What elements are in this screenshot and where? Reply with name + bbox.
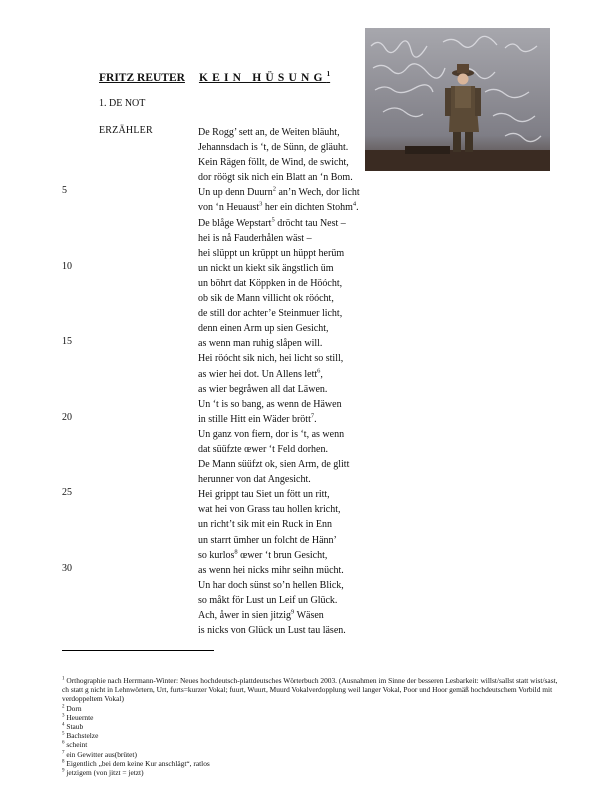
footnote-divider <box>62 650 214 651</box>
poem-line <box>198 246 360 261</box>
footnote <box>62 731 562 740</box>
poem-line <box>198 336 360 351</box>
poem-line <box>198 502 360 517</box>
poem-text-segment: de still dor achter’e Steinmuer licht, <box>198 308 343 320</box>
poem-text-segment: an’n Wech, dor licht <box>275 187 360 199</box>
footnote <box>62 713 562 722</box>
footnote-text: ein Gewitter aus(brütet) <box>64 749 137 759</box>
poem-line <box>198 125 360 140</box>
poem-text-segment: De Rogg’ sett an, de Weiten bläuht, <box>198 127 340 138</box>
footnote-text: jetzigem (von jitzt = jetzt) <box>64 768 144 778</box>
poem-text-segment: as wenn man ruhig slåpen will. <box>198 338 323 350</box>
poem-text-segment: Wäsen <box>294 610 324 621</box>
poem-text-segment: as wier begråwen all dat Läwen. <box>198 383 328 395</box>
footnote-mark: 1 <box>62 676 65 682</box>
poem-text-segment: œwer ‘t brun Gesicht, <box>237 549 328 561</box>
poem-line <box>198 487 360 502</box>
poem-text-segment: hei slüppt un krüppt un hüppt herüm <box>198 247 345 259</box>
poem-text-segment: dor röögt sik nich ein Blatt an ‘n Bom. <box>198 172 353 184</box>
poem-text-segment: Un ganz von fiern, dor is ‘t, as wenn <box>198 428 345 440</box>
poem-text-segment: denn einen Arm up sien Gesicht, <box>198 323 329 335</box>
poem-text-segment: von ‘n Heuaust <box>198 202 260 214</box>
stage-photo-actor-icon <box>365 28 550 171</box>
poem-text-segment: wat hei von Grass tau hollen kricht, <box>198 504 341 516</box>
poem-text-segment: Un up denn Duurn <box>198 187 273 199</box>
footnote-text: Dorn <box>64 703 82 713</box>
line-number: 30 <box>62 562 72 574</box>
poem-text-segment: her ein dichten Stohm <box>262 202 353 214</box>
poem-line <box>198 170 360 185</box>
poem-text-segment: herunner von dat Angesicht. <box>198 474 311 486</box>
line-number: 10 <box>62 260 72 272</box>
poem-text-segment: De blåge Wepstart <box>198 217 272 229</box>
footnote-text: scheint <box>64 740 88 750</box>
poem-line <box>198 397 360 412</box>
page-title <box>99 70 330 84</box>
poem-line <box>198 367 360 382</box>
poem-text-segment: as wier hei dot. Un Allens lett <box>198 368 318 380</box>
poem-line <box>198 291 360 306</box>
footnote-text: Staub <box>64 722 84 732</box>
footnote-mark: 7 <box>62 750 65 756</box>
footnote-mark: 8 <box>62 759 65 765</box>
poem-text-segment: un nickt un kiekt sik ängstlich üm <box>198 262 334 274</box>
section-title: 1. DE NOT <box>99 98 146 109</box>
poem-line <box>198 351 360 366</box>
footnote-ref: 3 <box>259 201 263 209</box>
poem-line <box>198 457 360 472</box>
footnote-text: Eigentlich „bei dem keine Kur anschlägt“, ratlos <box>64 758 210 768</box>
poem-text-segment: De Mann süüfzt ok, sien Arm, de glitt <box>198 459 350 471</box>
line-number: 5 <box>62 185 67 197</box>
footnote-ref: 5 <box>271 216 275 224</box>
poem-text-segment: ob sik de Mann villicht ok röócht, <box>198 293 334 305</box>
footnote-text: Orthographie nach Herrmann-Winter: Neues hochdeutsch-plattdeutsches Wörterbuch 2003. (Ausnahmen im Sinne der besseren Lesbarkeit: willst/sallst statt wist/sast, ch statt g nicht in Lehnwörtern, Urt, furts=kurzer Vokal; fuurt, Wuurt, Muurd Vokalverdopplung weil langer Vokal, Poor und Hoor gemäß hochdeutschem Vorbild mit verdoppeltem Vokal) <box>62 676 558 704</box>
poem-line <box>198 216 360 231</box>
poem-line <box>198 563 360 578</box>
poem-text-segment: , <box>320 368 323 380</box>
poem-line <box>198 427 360 442</box>
poem-text-segment: Ach, åwer in sien jitzig <box>198 610 292 621</box>
poem-line <box>198 306 360 321</box>
poem-text <box>198 125 360 638</box>
poem-text-segment: in stille Hitt ein Wäder brött <box>198 413 311 425</box>
poem-line <box>198 412 360 427</box>
speaker-label: ERZÄHLER <box>99 125 153 136</box>
footnote-mark: 6 <box>62 740 65 746</box>
footnote-ref: 6 <box>317 367 321 375</box>
poem-text-segment: Un har doch sünst so’n hellen Blick, <box>198 579 344 591</box>
poem-text-segment: dat süüfzte œwer ‘t Feld dorhen. <box>198 443 328 455</box>
poem-line <box>198 623 360 638</box>
footnote-mark: 9 <box>62 768 65 774</box>
footnote <box>62 759 562 768</box>
poem-line <box>198 185 360 200</box>
poem-text-segment: Hei röócht sik nich, hei licht so still, <box>198 353 344 365</box>
poem-line <box>198 442 360 457</box>
poem-text-segment: Un ‘t is so bang, as wenn de Häwen <box>198 398 342 410</box>
poem-line <box>198 140 360 155</box>
poem-text-segment: un böhrt dat Köppken in de Höócht, <box>198 277 343 289</box>
poem-line <box>198 548 360 563</box>
footnote-ref: 4 <box>352 201 357 209</box>
poem-text-segment: is nicks von Glück un Lust tau läsen. <box>198 625 346 637</box>
poem-line <box>198 578 360 593</box>
poem-line <box>198 261 360 276</box>
footnote <box>62 722 562 731</box>
poem-text-segment: hei is nå Fauderhålen wäst – <box>198 232 312 244</box>
footnotes <box>62 676 562 777</box>
footnote-mark: 2 <box>62 704 65 710</box>
poem-text-segment: so kurlos <box>198 549 235 561</box>
footnote-mark: 3 <box>62 713 65 719</box>
footnote-text: Heuernte <box>64 712 94 722</box>
poem-text-segment: Kein Rägen föllt, de Wind, de swicht, <box>198 157 349 169</box>
footnote-mark: 4 <box>62 722 65 728</box>
poem-line <box>198 155 360 170</box>
line-number: 25 <box>62 487 72 499</box>
stage-photo <box>365 28 550 171</box>
footnote-ref: 2 <box>272 186 276 194</box>
work-title-text: KEIN HÜSUNG <box>198 71 327 84</box>
poem-line <box>198 472 360 487</box>
poem-line <box>198 517 360 532</box>
footnote <box>62 750 562 759</box>
footnote-ref: 9 <box>291 608 295 616</box>
poem-text-segment: so måkt för Lust un Leif un Glück. <box>198 594 338 606</box>
poem-line <box>198 200 360 215</box>
footnote <box>62 676 562 704</box>
poem-text-segment: dröcht tau Nest – <box>274 217 346 229</box>
poem-line <box>198 533 360 548</box>
poem-line <box>198 608 360 623</box>
poem-text-segment: . <box>314 413 317 425</box>
poem-line <box>198 321 360 336</box>
work-title <box>199 72 330 84</box>
footnote-ref: 1 <box>326 70 331 78</box>
line-number: 20 <box>62 411 72 423</box>
poem-line <box>198 231 360 246</box>
footnote <box>62 740 562 749</box>
footnote <box>62 704 562 713</box>
footnote <box>62 768 562 777</box>
footnote-text: Bachstelze <box>64 731 99 741</box>
footnote-ref: 8 <box>234 548 238 556</box>
poem-text-segment: Jehannsdach is ‘t, de Sünn, de gläuht. <box>198 142 349 154</box>
poem-line <box>198 276 360 291</box>
poem-line <box>198 593 360 608</box>
footnote-ref: 7 <box>310 412 315 420</box>
author-name: FRITZ REUTER <box>99 71 185 84</box>
footnote-mark: 5 <box>62 731 65 737</box>
line-number: 15 <box>62 336 72 348</box>
poem-text-segment: Hei grippt tau Siet un fött un ritt, <box>198 489 330 501</box>
poem-line <box>198 382 360 397</box>
poem-text-segment: as wenn hei nicks mihr seihn mücht. <box>198 564 344 576</box>
poem-text-segment: . <box>356 202 359 214</box>
poem-text-segment: un starrt ümher un folcht de Hänn’ <box>198 534 337 546</box>
poem-text-segment: un richt’t sik mit ein Ruck in Enn <box>198 519 332 531</box>
